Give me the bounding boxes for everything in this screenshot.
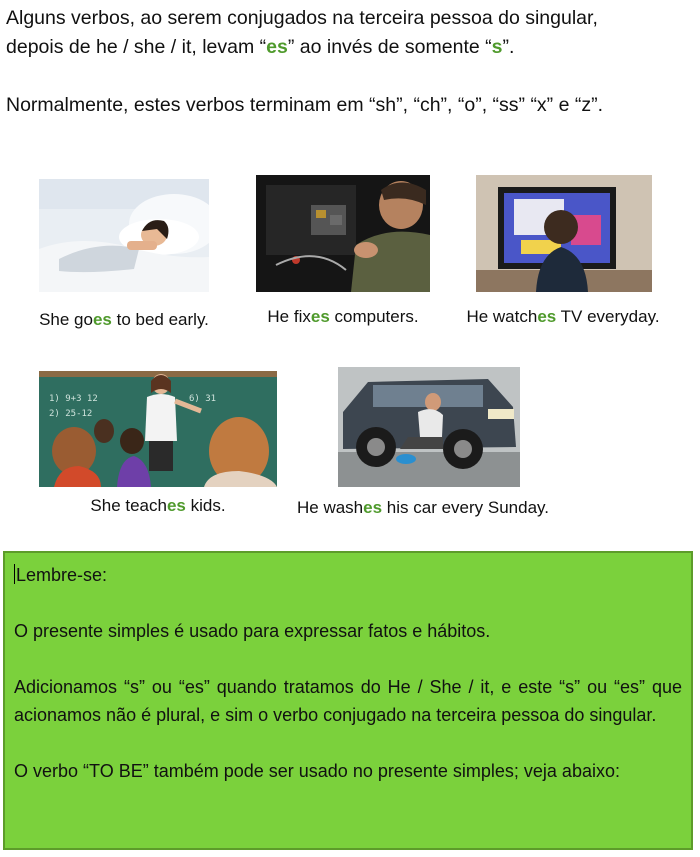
man-fixing-computer-photo xyxy=(256,175,430,292)
caption-text: TV everyday. xyxy=(556,307,660,326)
example-caption xyxy=(28,309,220,331)
boy-watching-tv-photo xyxy=(476,175,652,292)
caption-ending: es xyxy=(363,498,383,517)
caption-text: He wash xyxy=(297,498,364,517)
reminder-title: Lembre-se: xyxy=(16,565,108,585)
reminder-paragraph-2: Adicionamos “s” ou “es” quando tratamos do He / She / it, e este “s” ou “es” que acionamos não é plural, e sim o verbo conjugado na terceira pessoa do singular. xyxy=(14,677,682,725)
caption-ending: es xyxy=(537,307,557,326)
reminder-box xyxy=(3,551,693,850)
caption-text: She go xyxy=(39,310,93,329)
reminder-title-line xyxy=(14,561,682,589)
intro-text-segment: ” ao invés de somente “ xyxy=(287,36,492,58)
caption-ending: es xyxy=(310,307,330,326)
intro-text xyxy=(6,4,694,120)
reminder-paragraph-3: O verbo “TO BE” também pode ser usado no presente simples; veja abaixo: xyxy=(14,761,620,781)
caption-text: He watch xyxy=(466,307,538,326)
woman-sleeping-photo xyxy=(39,179,209,292)
example-caption xyxy=(58,495,258,517)
intro-line-3: Normalmente, estes verbos terminam em “sh”, “ch”, “o”, “ss” “x” e “z”. xyxy=(6,94,604,116)
text-cursor xyxy=(14,564,15,584)
svg-text:6) 31: 6) 31 xyxy=(189,394,217,404)
example-caption xyxy=(282,497,564,519)
caption-text: computers. xyxy=(329,307,419,326)
example-caption xyxy=(455,306,671,328)
teacher-classroom-photo xyxy=(39,371,277,487)
intro-text-segment: depois de he / she / it, levam “ xyxy=(6,36,267,58)
caption-text: his car every Sunday. xyxy=(382,498,549,517)
highlight-es: es xyxy=(266,36,288,58)
highlight-s: s xyxy=(491,36,503,58)
reminder-paragraph-1: O presente simples é usado para expressar fatos e hábitos. xyxy=(14,621,491,641)
man-washing-car-photo xyxy=(338,367,520,487)
caption-text: to bed early. xyxy=(111,310,209,329)
intro-text-segment: Alguns verbos, ao serem conjugados na terceira pessoa do singular, xyxy=(6,7,598,29)
caption-ending: es xyxy=(166,496,186,515)
caption-text: kids. xyxy=(185,496,226,515)
caption-ending: es xyxy=(92,310,112,329)
svg-text:2) 25-12: 2) 25-12 xyxy=(49,409,93,419)
intro-text-segment: ”. xyxy=(502,36,515,58)
caption-text: He fix xyxy=(267,307,311,326)
svg-text:1) 9+3 12: 1) 9+3 12 xyxy=(49,394,98,404)
caption-text: She teach xyxy=(90,496,167,515)
intro-line-2 xyxy=(6,33,694,62)
example-caption xyxy=(250,306,436,328)
intro-line-1 xyxy=(6,4,694,33)
